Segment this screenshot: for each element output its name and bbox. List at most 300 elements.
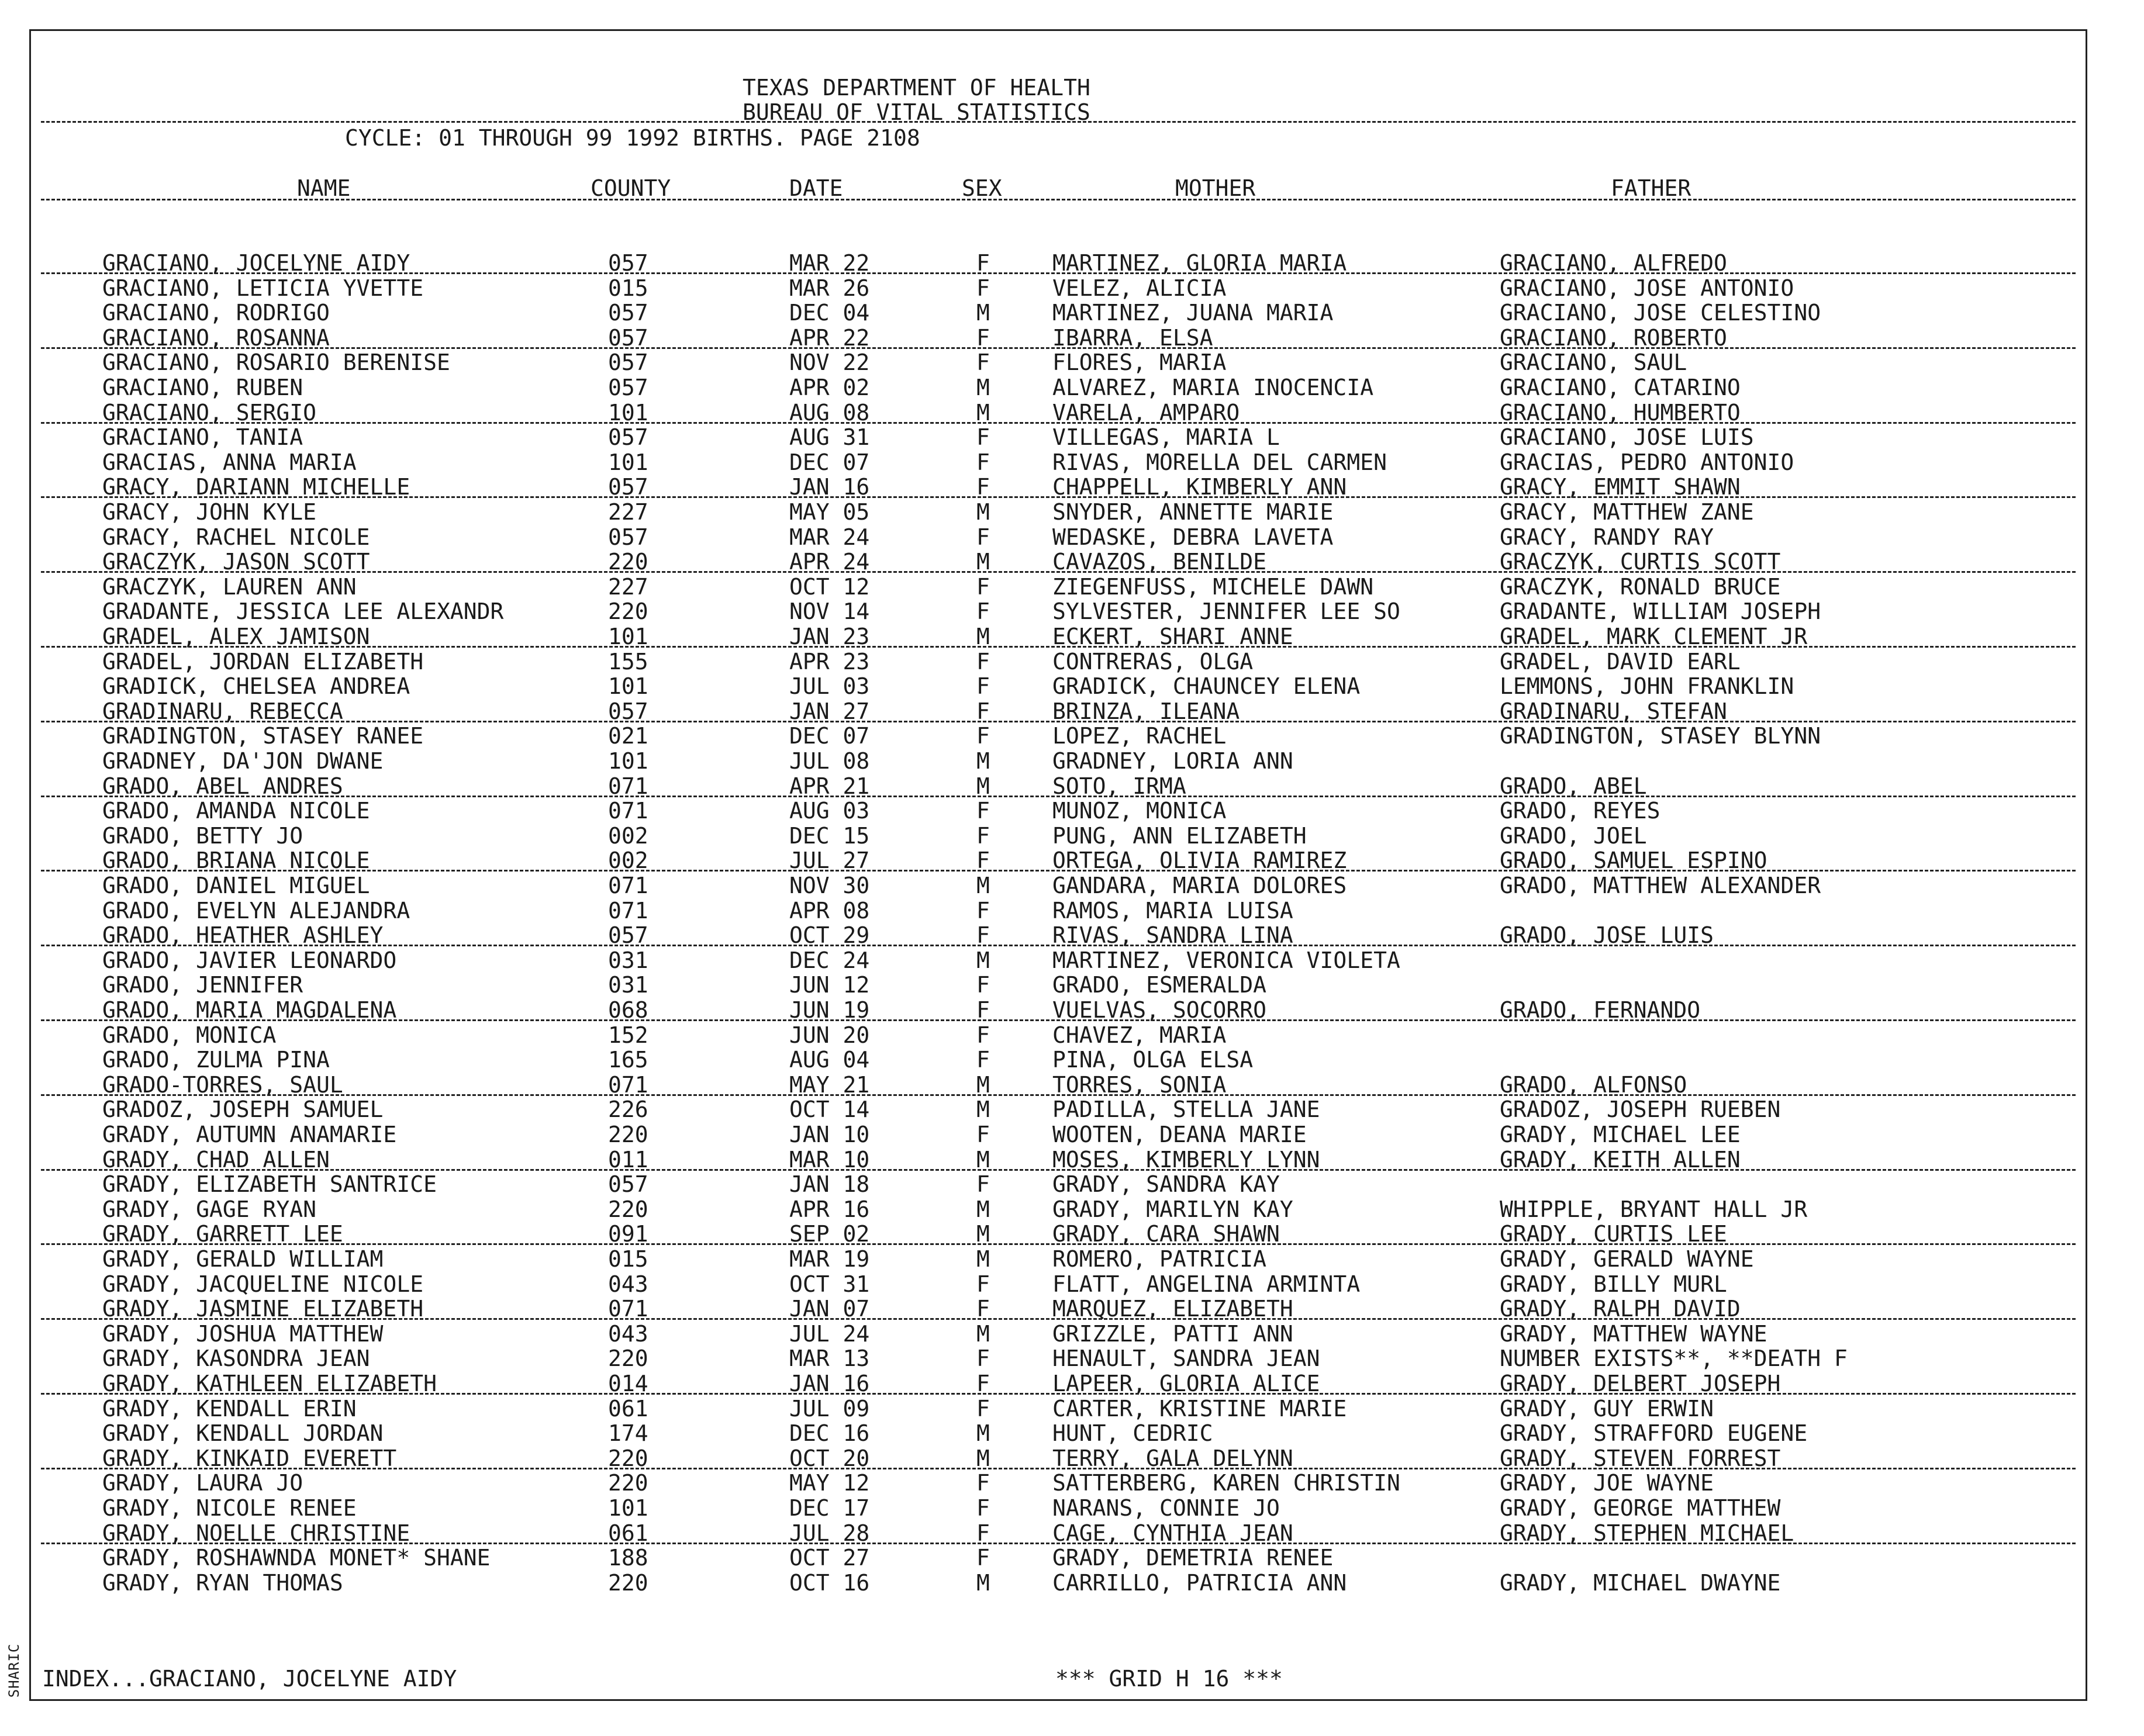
table-row <box>0 1570 2144 1595</box>
cell-name: GRADOZ, JOSEPH SAMUEL <box>102 1097 384 1123</box>
cell-name: GRADO, DANIEL MIGUEL <box>102 873 370 898</box>
cell-name: GRADY, GAGE RYAN <box>102 1196 317 1222</box>
row-separator <box>41 1094 2076 1096</box>
cell-date: NOV 22 <box>789 350 870 376</box>
cell-date: JUL 24 <box>789 1320 870 1347</box>
cell-name: GRADEL, ALEX JAMISON <box>102 624 370 649</box>
row-separator <box>41 1169 2076 1171</box>
cell-father: GRADY, STEVEN FORREST <box>1500 1445 1781 1471</box>
cell-father: GRADINGTON, STASEY BLYNN <box>1500 723 1821 749</box>
cell-county: 011 <box>608 1146 648 1173</box>
cell-county: 101 <box>608 1495 648 1521</box>
cell-sex: F <box>976 648 990 675</box>
cell-name: GRADO, ZULMA PINA <box>102 1047 330 1073</box>
cell-father: GRADY, BILLY MURL <box>1500 1271 1727 1297</box>
cell-name: GRADY, ROSHAWNDA MONET* SHANE <box>102 1545 491 1571</box>
cell-date: APR 21 <box>789 773 870 799</box>
cell-sex: M <box>976 499 990 525</box>
cell-father: GRACZYK, CURTIS SCOTT <box>1500 549 1781 575</box>
cell-mother: RAMOS, MARIA LUISA <box>1052 897 1293 924</box>
cell-mother: FLORES, MARIA <box>1052 350 1227 376</box>
cell-mother: CONTRERAS, OLGA <box>1052 648 1254 675</box>
cell-sex: M <box>976 1246 990 1272</box>
col-header-mother: MOTHER <box>1175 175 1256 201</box>
cell-sex: F <box>976 474 990 500</box>
cell-county: 220 <box>608 1196 648 1222</box>
cell-date: JUL 09 <box>789 1395 870 1422</box>
cell-father: GRADY, RALPH DAVID <box>1500 1296 1741 1322</box>
cell-county: 057 <box>608 250 648 276</box>
row-separator <box>41 796 2076 797</box>
cell-date: MAR 22 <box>789 250 870 276</box>
table-row <box>0 1445 2144 1470</box>
cell-sex: M <box>976 399 990 426</box>
cell-county: 101 <box>608 748 648 774</box>
side-stamp-text: SHARIC <box>6 1643 22 1698</box>
cell-sex: F <box>976 798 990 824</box>
cell-sex: M <box>976 1097 990 1123</box>
cell-father: GRACIANO, HUMBERTO <box>1500 399 1741 426</box>
cell-sex: M <box>976 375 990 400</box>
cell-mother: GANDARA, MARIA DOLORES <box>1052 873 1347 898</box>
cell-father: GRADO, SAMUEL ESPINO <box>1500 848 1767 874</box>
cell-mother: MARTINEZ, JUANA MARIA <box>1052 300 1334 326</box>
cell-sex: F <box>976 723 990 749</box>
cell-county: 057 <box>608 698 648 724</box>
table-row <box>0 748 2144 773</box>
table-row <box>0 997 2144 1022</box>
cell-sex: F <box>976 1520 990 1546</box>
cell-sex: F <box>976 524 990 550</box>
cell-father: GRADY, GERALD WAYNE <box>1500 1246 1754 1272</box>
cell-sex: M <box>976 1420 990 1447</box>
row-separator <box>41 496 2076 498</box>
cell-name: GRADY, KENDALL ERIN <box>102 1395 357 1422</box>
table-row <box>0 673 2144 698</box>
cell-father: GRADY, STRAFFORD EUGENE <box>1500 1420 1808 1447</box>
row-separator <box>41 1019 2076 1021</box>
cell-sex: F <box>976 897 990 924</box>
cell-date: MAR 26 <box>789 275 870 301</box>
cell-name: GRADY, NICOLE RENEE <box>102 1495 357 1521</box>
row-separator <box>41 422 2076 424</box>
cell-name: GRADY, GARRETT LEE <box>102 1221 343 1247</box>
cell-name: GRACIANO, SERGIO <box>102 399 317 426</box>
cell-name: GRACIANO, TANIA <box>102 424 303 451</box>
cell-name: GRADY, RYAN THOMAS <box>102 1569 343 1596</box>
cell-county: 101 <box>608 449 648 475</box>
table-row <box>0 375 2144 399</box>
cell-father: GRADY, MATTHEW WAYNE <box>1500 1320 1767 1347</box>
cell-name: GRADO, EVELYN ALEJANDRA <box>102 897 410 924</box>
cell-county: 220 <box>608 1470 648 1496</box>
index-line: INDEX...GRACIANO, JOCELYNE AIDY <box>42 1666 457 1692</box>
cell-mother: ECKERT, SHARI ANNE <box>1052 624 1293 649</box>
cell-sex: M <box>976 300 990 326</box>
cell-name: GRADY, JOSHUA MATTHEW <box>102 1320 384 1347</box>
cell-father: GRADY, GUY ERWIN <box>1500 1395 1714 1422</box>
cell-sex: M <box>976 1445 990 1471</box>
cell-mother: CHAVEZ, MARIA <box>1052 1022 1227 1048</box>
cell-date: SEP 02 <box>789 1221 870 1247</box>
cell-name: GRADY, LAURA JO <box>102 1470 303 1496</box>
cell-county: 227 <box>608 499 648 525</box>
cell-date: JAN 23 <box>789 624 870 649</box>
table-row <box>0 1221 2144 1246</box>
cell-father: GRADY, JOE WAYNE <box>1500 1470 1714 1496</box>
cell-mother: BRINZA, ILEANA <box>1052 698 1240 724</box>
cell-sex: F <box>976 848 990 874</box>
cell-sex: F <box>976 250 990 276</box>
cell-mother: PINA, OLGA ELSA <box>1052 1047 1254 1073</box>
table-row <box>0 1171 2144 1196</box>
cell-date: APR 16 <box>789 1196 870 1222</box>
cell-county: 188 <box>608 1545 648 1571</box>
cell-county: 226 <box>608 1097 648 1123</box>
cell-county: 057 <box>608 474 648 500</box>
cell-name: GRADO, AMANDA NICOLE <box>102 798 370 824</box>
cell-name: GRACIANO, ROSANNA <box>102 324 330 351</box>
cell-date: MAY 12 <box>789 1470 870 1496</box>
cell-name: GRACIANO, JOCELYNE AIDY <box>102 250 410 276</box>
cell-name: GRADINGTON, STASEY RANEE <box>102 723 424 749</box>
cell-date: MAY 21 <box>789 1071 870 1098</box>
cell-sex: M <box>976 748 990 774</box>
cell-name: GRADO, JENNIFER <box>102 972 303 998</box>
cell-father: LEMMONS, JOHN FRANKLIN <box>1500 673 1794 700</box>
col-header-date: DATE <box>789 175 843 201</box>
cell-mother: ROMERO, PATRICIA <box>1052 1246 1267 1272</box>
table-row <box>0 873 2144 897</box>
cell-name: GRACY, RACHEL NICOLE <box>102 524 370 550</box>
table-row <box>0 325 2144 350</box>
table-row <box>0 250 2144 275</box>
cell-date: NOV 14 <box>789 599 870 625</box>
cell-mother: MOSES, KIMBERLY LYNN <box>1052 1146 1320 1173</box>
cell-name: GRADANTE, JESSICA LEE ALEXANDR <box>102 599 504 625</box>
table-row <box>0 1022 2144 1047</box>
cell-date: OCT 29 <box>789 922 870 949</box>
cell-father: GRACY, MATTHEW ZANE <box>1500 499 1754 525</box>
table-row <box>0 1545 2144 1569</box>
cell-name: GRADO-TORRES, SAUL <box>102 1071 343 1098</box>
cell-county: 061 <box>608 1395 648 1422</box>
cell-mother: SNYDER, ANNETTE MARIE <box>1052 499 1334 525</box>
cell-mother: TERRY, GALA DELYNN <box>1052 1445 1293 1471</box>
col-header-name: NAME <box>297 175 351 201</box>
cell-county: 220 <box>608 1445 648 1471</box>
cell-date: DEC 07 <box>789 723 870 749</box>
table-row <box>0 350 2144 374</box>
cell-county: 071 <box>608 798 648 824</box>
cell-father: WHIPPLE, BRYANT HALL JR <box>1500 1196 1808 1222</box>
cell-mother: GRADY, SANDRA KAY <box>1052 1171 1280 1198</box>
cell-father: GRACIANO, CATARINO <box>1500 375 1741 400</box>
cell-date: DEC 15 <box>789 822 870 849</box>
row-separator <box>41 945 2076 946</box>
cell-father: NUMBER EXISTS**, **DEATH F <box>1500 1346 1848 1372</box>
cell-date: JUN 12 <box>789 972 870 998</box>
cell-sex: F <box>976 673 990 700</box>
cell-mother: RIVAS, SANDRA LINA <box>1052 922 1293 949</box>
cell-mother: ZIEGENFUSS, MICHELE DAWN <box>1052 573 1374 600</box>
cell-sex: M <box>976 624 990 649</box>
cell-county: 057 <box>608 324 648 351</box>
cell-date: DEC 07 <box>789 449 870 475</box>
table-row <box>0 798 2144 822</box>
table-row <box>0 499 2144 524</box>
cell-mother: FLATT, ANGELINA ARMINTA <box>1052 1271 1361 1297</box>
cell-date: MAY 05 <box>789 499 870 525</box>
cell-date: MAR 24 <box>789 524 870 550</box>
cell-name: GRADO, ABEL ANDRES <box>102 773 343 799</box>
cell-county: 057 <box>608 524 648 550</box>
cell-sex: M <box>976 1196 990 1222</box>
table-row <box>0 922 2144 947</box>
cell-date: APR 08 <box>789 897 870 924</box>
cell-father: GRADINARU, STEFAN <box>1500 698 1727 724</box>
cell-name: GRACIANO, RODRIGO <box>102 300 330 326</box>
cell-name: GRACIANO, LETICIA YVETTE <box>102 275 424 301</box>
table-row <box>0 524 2144 549</box>
cell-mother: SOTO, IRMA <box>1052 773 1186 799</box>
cell-mother: CARRILLO, PATRICIA ANN <box>1052 1569 1347 1596</box>
cell-father: GRACIANO, ROBERTO <box>1500 324 1727 351</box>
table-row <box>0 1097 2144 1121</box>
table-row <box>0 1520 2144 1545</box>
cell-mother: CAGE, CYNTHIA JEAN <box>1052 1520 1293 1546</box>
cell-sex: M <box>976 1071 990 1098</box>
table-row <box>0 1246 2144 1271</box>
cell-county: 002 <box>608 822 648 849</box>
cell-mother: GRADNEY, LORIA ANN <box>1052 748 1293 774</box>
cell-county: 068 <box>608 997 648 1023</box>
cell-sex: F <box>976 822 990 849</box>
cell-county: 101 <box>608 673 648 700</box>
cell-date: MAR 10 <box>789 1146 870 1173</box>
cell-date: DEC 16 <box>789 1420 870 1447</box>
cell-father: GRADY, GEORGE MATTHEW <box>1500 1495 1781 1521</box>
cell-date: DEC 04 <box>789 300 870 326</box>
table-row <box>0 1495 2144 1520</box>
row-separator <box>41 1318 2076 1320</box>
table-row <box>0 947 2144 972</box>
cell-sex: F <box>976 997 990 1023</box>
cell-date: JAN 10 <box>789 1122 870 1147</box>
cell-mother: NARANS, CONNIE JO <box>1052 1495 1280 1521</box>
table-row <box>0 1122 2144 1146</box>
table-row <box>0 1072 2144 1097</box>
cell-father: GRADY, STEPHEN MICHAEL <box>1500 1520 1794 1546</box>
cell-name: GRADY, KATHLEEN ELIZABETH <box>102 1371 437 1396</box>
cell-sex: F <box>976 275 990 301</box>
cell-mother: HUNT, CEDRIC <box>1052 1420 1213 1447</box>
cell-sex: F <box>976 1346 990 1372</box>
cell-mother: ORTEGA, OLIVIA RAMIREZ <box>1052 848 1347 874</box>
cell-sex: M <box>976 873 990 898</box>
cell-county: 220 <box>608 1569 648 1596</box>
cell-county: 014 <box>608 1371 648 1396</box>
cell-mother: MUNOZ, MONICA <box>1052 798 1227 824</box>
row-separator <box>41 571 2076 573</box>
table-row <box>0 549 2144 573</box>
cell-mother: PUNG, ANN ELIZABETH <box>1052 822 1307 849</box>
table-row <box>0 1296 2144 1320</box>
cell-county: 043 <box>608 1320 648 1347</box>
row-separator <box>41 1243 2076 1245</box>
cell-name: GRACIANO, ROSARIO BERENISE <box>102 350 450 376</box>
cell-name: GRADO, MONICA <box>102 1022 277 1048</box>
cell-father: GRACIANO, JOSE ANTONIO <box>1500 275 1794 301</box>
cell-date: OCT 12 <box>789 573 870 600</box>
cell-date: APR 02 <box>789 375 870 400</box>
cell-county: 071 <box>608 773 648 799</box>
row-separator <box>41 721 2076 722</box>
cell-name: GRADNEY, DA'JON DWANE <box>102 748 384 774</box>
cell-sex: F <box>976 1470 990 1496</box>
cell-father: GRADEL, MARK CLEMENT JR <box>1500 624 1808 649</box>
cell-date: APR 22 <box>789 324 870 351</box>
cell-county: 220 <box>608 1122 648 1147</box>
cell-name: GRADO, HEATHER ASHLEY <box>102 922 384 949</box>
table-row <box>0 972 2144 997</box>
cell-mother: LOPEZ, RACHEL <box>1052 723 1227 749</box>
cell-sex: M <box>976 1221 990 1247</box>
cell-father: GRADO, FERNANDO <box>1500 997 1701 1023</box>
cell-name: GRACZYK, JASON SCOTT <box>102 549 370 575</box>
table-row <box>0 474 2144 499</box>
cell-father: GRADEL, DAVID EARL <box>1500 648 1741 675</box>
cell-father: GRACIAS, PEDRO ANTONIO <box>1500 449 1794 475</box>
cell-date: JUL 08 <box>789 748 870 774</box>
cell-name: GRADY, GERALD WILLIAM <box>102 1246 384 1272</box>
cell-mother: GRADO, ESMERALDA <box>1052 972 1267 998</box>
cell-name: GRADO, MARIA MAGDALENA <box>102 997 397 1023</box>
table-row <box>0 300 2144 324</box>
cell-father: GRADO, JOSE LUIS <box>1500 922 1714 949</box>
cell-date: OCT 20 <box>789 1445 870 1471</box>
cell-date: JUL 28 <box>789 1520 870 1546</box>
cell-name: GRADY, KINKAID EVERETT <box>102 1445 397 1471</box>
cell-sex: F <box>976 972 990 998</box>
cell-date: JUL 27 <box>789 848 870 874</box>
cell-name: GRADICK, CHELSEA ANDREA <box>102 673 410 700</box>
cell-mother: GRADY, CARA SHAWN <box>1052 1221 1280 1247</box>
cell-county: 031 <box>608 972 648 998</box>
cell-county: 031 <box>608 947 648 973</box>
table-row <box>0 1346 2144 1370</box>
cell-sex: M <box>976 1320 990 1347</box>
cell-father: GRACY, RANDY RAY <box>1500 524 1714 550</box>
table-row <box>0 649 2144 673</box>
row-separator <box>41 347 2076 349</box>
cell-name: GRADY, NOELLE CHRISTINE <box>102 1520 410 1546</box>
cell-date: JUN 19 <box>789 997 870 1023</box>
cell-sex: M <box>976 1569 990 1596</box>
cell-sex: M <box>976 549 990 575</box>
cell-county: 057 <box>608 350 648 376</box>
cell-father: GRADY, CURTIS LEE <box>1500 1221 1727 1247</box>
cell-name: GRADO, JAVIER LEONARDO <box>102 947 397 973</box>
cell-mother: VELEZ, ALICIA <box>1052 275 1227 301</box>
cell-sex: F <box>976 599 990 625</box>
cell-county: 091 <box>608 1221 648 1247</box>
cell-father: GRACIANO, JOSE LUIS <box>1500 424 1754 451</box>
cell-county: 021 <box>608 723 648 749</box>
cell-date: MAR 19 <box>789 1246 870 1272</box>
cell-mother: SYLVESTER, JENNIFER LEE SO <box>1052 599 1400 625</box>
cell-father: GRACY, EMMIT SHAWN <box>1500 474 1741 500</box>
col-header-father: FATHER <box>1611 175 1691 201</box>
cell-county: 071 <box>608 1071 648 1098</box>
cell-county: 015 <box>608 275 648 301</box>
cell-date: MAR 13 <box>789 1346 870 1372</box>
cell-mother: GRADICK, CHAUNCEY ELENA <box>1052 673 1361 700</box>
cell-father: GRADO, MATTHEW ALEXANDER <box>1500 873 1821 898</box>
table-row <box>0 449 2144 474</box>
cycle-line: CYCLE: 01 THROUGH 99 1992 BIRTHS. PAGE 2108 <box>345 125 920 151</box>
cell-mother: CHAPPELL, KIMBERLY ANN <box>1052 474 1347 500</box>
col-header-sex: SEX <box>962 175 1002 201</box>
cell-mother: TORRES, SONIA <box>1052 1071 1227 1098</box>
table-row <box>0 898 2144 922</box>
cell-sex: F <box>976 1022 990 1048</box>
row-separator <box>41 870 2076 872</box>
table-row <box>0 1321 2144 1346</box>
cell-sex: F <box>976 698 990 724</box>
cell-name: GRADY, JASMINE ELIZABETH <box>102 1296 424 1322</box>
cell-county: 061 <box>608 1520 648 1546</box>
cell-sex: F <box>976 1171 990 1198</box>
cell-sex: F <box>976 324 990 351</box>
cell-date: DEC 17 <box>789 1495 870 1521</box>
table-row <box>0 624 2144 648</box>
table-row <box>0 275 2144 300</box>
table-row <box>0 1196 2144 1221</box>
table-row <box>0 424 2144 449</box>
cell-father: GRACIANO, JOSE CELESTINO <box>1500 300 1821 326</box>
cell-sex: F <box>976 424 990 451</box>
cell-county: 002 <box>608 848 648 874</box>
cell-father: GRADO, JOEL <box>1500 822 1647 849</box>
cell-date: AUG 03 <box>789 798 870 824</box>
cell-date: JUN 20 <box>789 1022 870 1048</box>
cell-father: GRADO, ALFONSO <box>1500 1071 1687 1098</box>
cell-mother: WEDASKE, DEBRA LAVETA <box>1052 524 1334 550</box>
cell-mother: VUELVAS, SOCORRO <box>1052 997 1267 1023</box>
row-separator <box>41 1393 2076 1395</box>
table-row <box>0 400 2144 424</box>
table-row <box>0 599 2144 623</box>
cell-sex: F <box>976 922 990 949</box>
cell-county: 101 <box>608 624 648 649</box>
bureau-title: BUREAU OF VITAL STATISTICS <box>743 99 1090 125</box>
cell-father: GRACIANO, ALFREDO <box>1500 250 1727 276</box>
table-row <box>0 723 2144 748</box>
cell-father: GRADOZ, JOSEPH RUEBEN <box>1500 1097 1781 1123</box>
cell-county: 015 <box>608 1246 648 1272</box>
cell-sex: M <box>976 1146 990 1173</box>
cell-name: GRADEL, JORDAN ELIZABETH <box>102 648 424 675</box>
cell-county: 043 <box>608 1271 648 1297</box>
cell-mother: MARTINEZ, GLORIA MARIA <box>1052 250 1347 276</box>
cell-mother: VILLEGAS, MARIA L <box>1052 424 1280 451</box>
cell-county: 071 <box>608 1296 648 1322</box>
cell-date: JUL 03 <box>789 673 870 700</box>
cell-county: 165 <box>608 1047 648 1073</box>
cell-mother: VARELA, AMPARO <box>1052 399 1240 426</box>
cell-county: 101 <box>608 399 648 426</box>
